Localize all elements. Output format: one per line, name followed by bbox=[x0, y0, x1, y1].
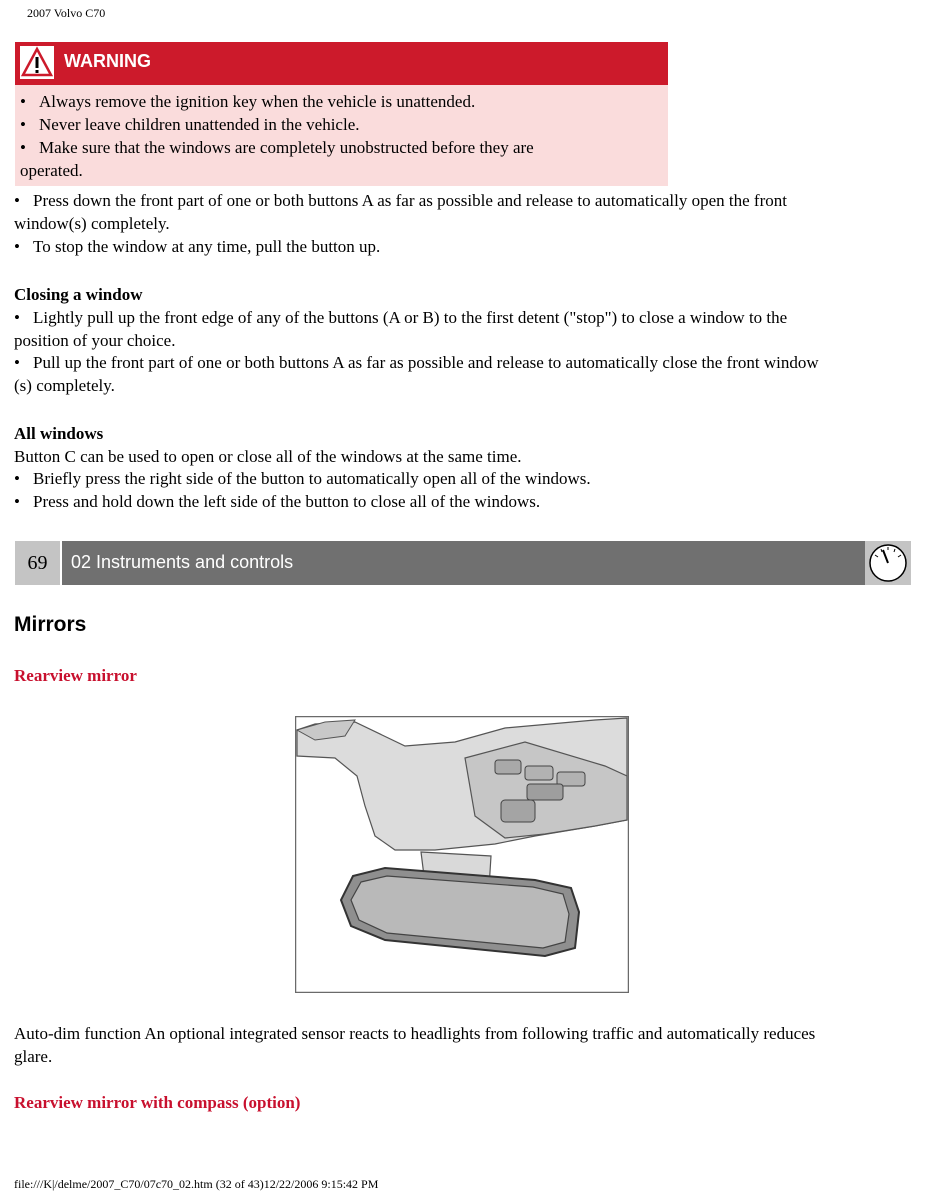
list-item: • Press and hold down the left side of the button to close all of the windows. bbox=[14, 492, 541, 511]
list-item-continuation: window(s) completely. bbox=[14, 214, 170, 233]
list-item: • To stop the window at any time, pull the button up. bbox=[14, 237, 381, 256]
paragraph-autodim-continuation: glare. bbox=[14, 1047, 53, 1066]
chapter-bar bbox=[15, 541, 911, 585]
warning-item: • Never leave children unattended in the vehicle. bbox=[20, 115, 360, 134]
list-item: • Lightly pull up the front edge of any of the buttons (A or B) to the first detent ("stop") to close a window to the bbox=[14, 308, 788, 327]
paragraph-autodim: Auto-dim function An optional integrated sensor reacts to headlights from following traffic and automatically reduces bbox=[14, 1024, 816, 1043]
warning-header bbox=[15, 42, 668, 85]
chapter-title-bar bbox=[62, 541, 878, 585]
page-title: Mirrors bbox=[14, 613, 87, 636]
file-path-footer: file:///K|/delme/2007_C70/07c70_02.htm (32 of 43)12/22/2006 9:15:42 PM bbox=[14, 1177, 379, 1191]
paragraph: Button C can be used to open or close all of the windows at the same time. bbox=[14, 447, 522, 466]
section-heading-all-windows: All windows bbox=[14, 424, 104, 443]
subheading-compass-mirror: Rearview mirror with compass (option) bbox=[14, 1093, 301, 1112]
chapter-title: 02 Instruments and controls bbox=[71, 552, 294, 572]
warning-body bbox=[15, 85, 668, 186]
subheading-rearview-mirror: Rearview mirror bbox=[14, 666, 137, 685]
warning-continuation: operated. bbox=[20, 161, 83, 180]
gauge-icon bbox=[865, 541, 911, 585]
warning-item: • Make sure that the windows are completely unobstructed before they are bbox=[20, 138, 534, 157]
list-item-continuation: position of your choice. bbox=[14, 331, 176, 350]
document-title: 2007 Volvo C70 bbox=[27, 6, 106, 20]
warning-item: • Always remove the ignition key when the vehicle is unattended. bbox=[20, 92, 476, 111]
list-item: • Briefly press the right side of the button to automatically open all of the windows. bbox=[14, 469, 591, 488]
page-number: 69 bbox=[15, 541, 60, 585]
list-item: • Pull up the front part of one or both buttons A as far as possible and release to automatically close the front window bbox=[14, 353, 819, 372]
warning-triangle-icon bbox=[20, 46, 54, 79]
list-item: • Press down the front part of one or both buttons A as far as possible and release to automatically open the front bbox=[14, 191, 787, 210]
rearview-mirror-illustration bbox=[295, 716, 629, 993]
section-heading-closing: Closing a window bbox=[14, 285, 143, 304]
list-item-continuation: (s) completely. bbox=[14, 376, 115, 395]
warning-title: WARNING bbox=[64, 51, 151, 71]
